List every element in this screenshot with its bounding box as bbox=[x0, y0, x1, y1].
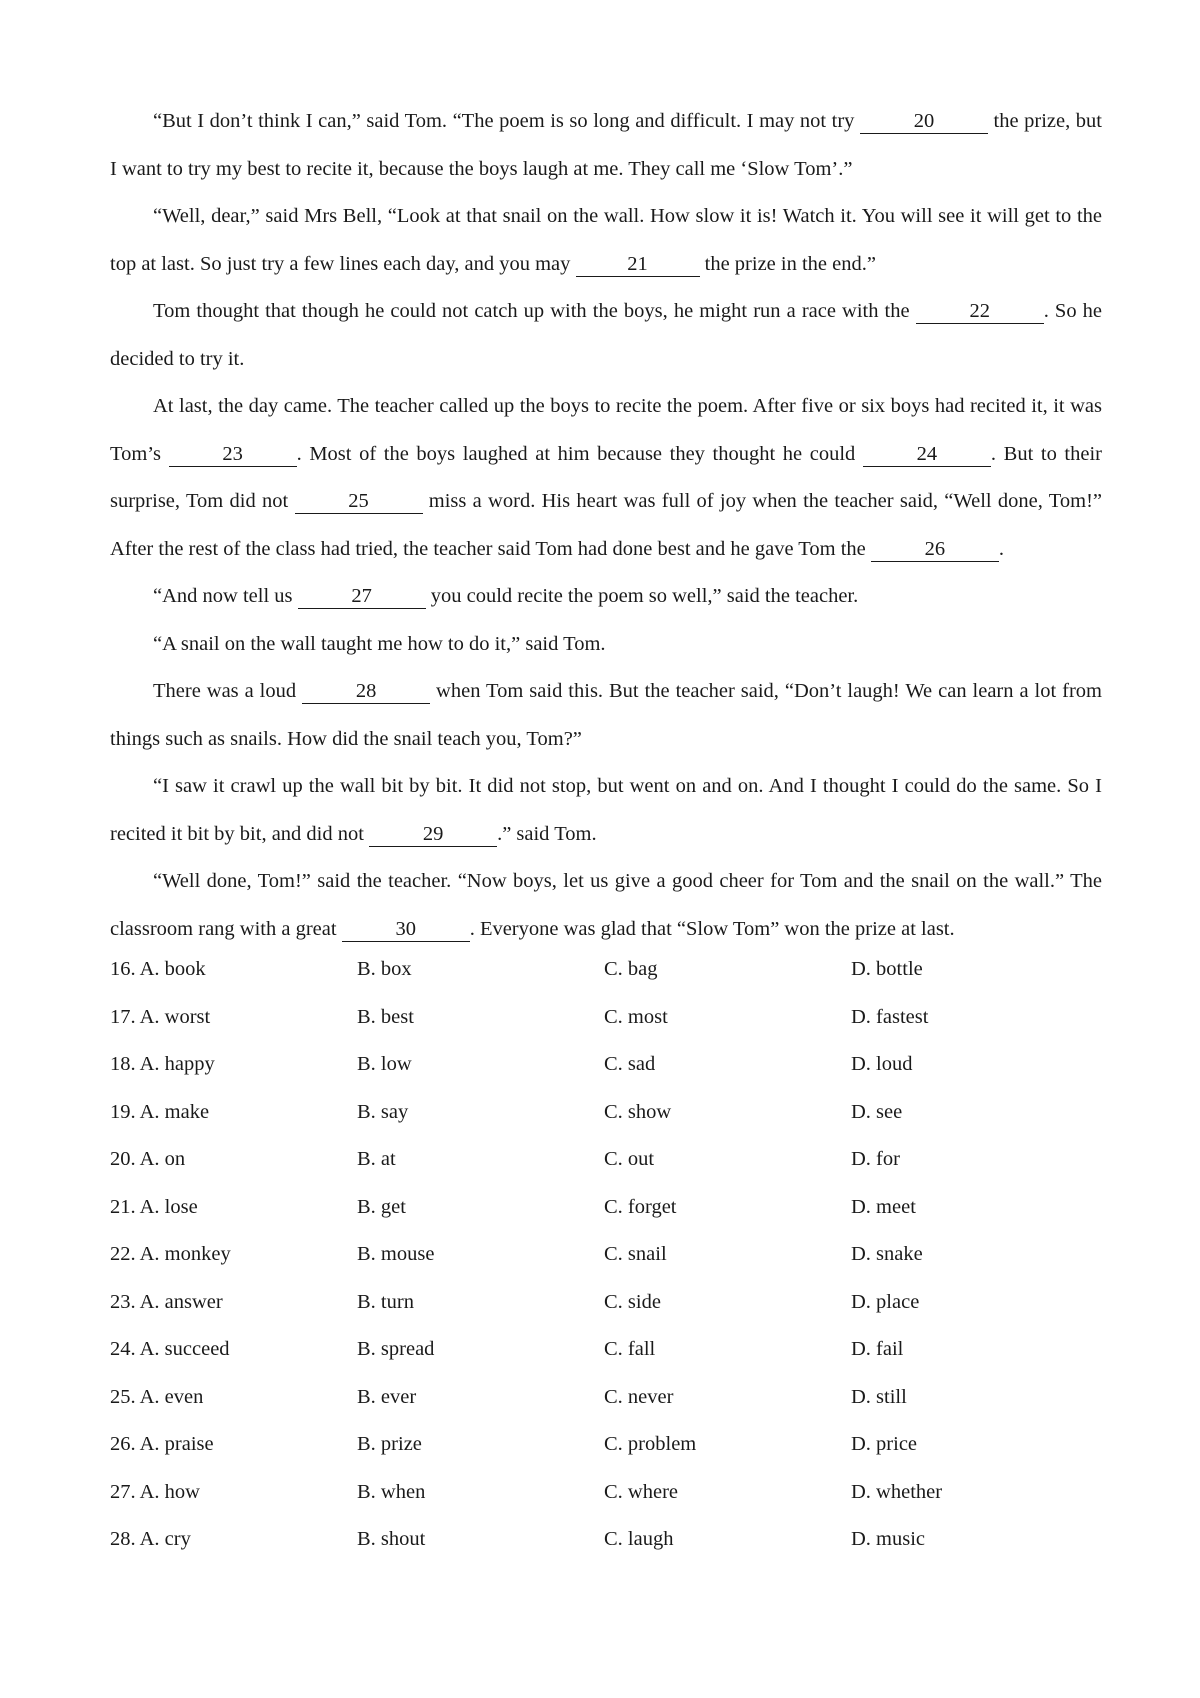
passage-text: “But I don’t think I can,” said Tom. “The poem is so long and difficult. I may not try bbox=[153, 110, 860, 132]
option-d: D. music bbox=[851, 1528, 926, 1550]
option-row bbox=[110, 946, 1102, 994]
passage-text: “Well, dear,” said Mrs Bell, “Look at that snail on the wall. How slow it is! Watch it. You will see it will get to the top at last. So just try a few lines each day, and you may bbox=[110, 205, 1102, 275]
option-c: C. sad bbox=[604, 1053, 656, 1075]
option-b: B. mouse bbox=[357, 1243, 435, 1265]
option-d: D. still bbox=[851, 1385, 907, 1408]
option-b: B. prize bbox=[357, 1433, 422, 1455]
option-c: C. show bbox=[604, 1100, 672, 1123]
option-row bbox=[110, 1089, 1102, 1137]
option-b: B. box bbox=[357, 958, 412, 980]
answer-blank-29: 29 bbox=[369, 822, 497, 847]
option-a: 19. A. make bbox=[110, 1100, 210, 1123]
option-c: C. bag bbox=[604, 958, 658, 980]
answer-blank-26: 26 bbox=[871, 537, 999, 562]
option-c: C. side bbox=[604, 1290, 661, 1313]
option-a: 21. A. lose bbox=[110, 1195, 198, 1218]
option-row bbox=[110, 1136, 1102, 1184]
option-row bbox=[110, 1231, 1102, 1279]
passage-paragraph bbox=[110, 858, 1102, 953]
passage-paragraph bbox=[110, 383, 1102, 573]
option-b: B. spread bbox=[357, 1338, 435, 1360]
passage-text: . So he decided to try it. bbox=[110, 300, 1103, 370]
option-d: D. snake bbox=[851, 1243, 923, 1265]
option-a: 27. A. how bbox=[110, 1480, 200, 1503]
option-a: 18. A. happy bbox=[110, 1053, 215, 1075]
option-d: D. loud bbox=[851, 1053, 913, 1075]
passage-text: “I saw it crawl up the wall bit by bit. It did not stop, but went on and on. And I thought I could do the same. So I recited it bit by bit, and did not bbox=[110, 775, 1102, 845]
option-c: C. most bbox=[604, 1005, 668, 1028]
option-b: B. turn bbox=[357, 1290, 414, 1313]
answer-blank-30: 30 bbox=[342, 917, 470, 942]
option-a: 16. A. book bbox=[110, 958, 206, 980]
option-row bbox=[110, 1469, 1102, 1517]
option-d: D. see bbox=[851, 1100, 903, 1123]
passage-paragraph bbox=[110, 288, 1102, 383]
option-row bbox=[110, 1326, 1102, 1374]
option-row bbox=[110, 994, 1102, 1042]
option-b: B. low bbox=[357, 1053, 412, 1075]
option-c: C. where bbox=[604, 1480, 679, 1503]
answer-blank-22: 22 bbox=[916, 299, 1044, 324]
option-d: D. place bbox=[851, 1290, 920, 1313]
passage-text: . But to their surprise, Tom did not bbox=[110, 442, 1102, 512]
option-a: 28. A. cry bbox=[110, 1528, 191, 1550]
option-b: B. best bbox=[357, 1005, 414, 1028]
answer-blank-27: 27 bbox=[298, 584, 426, 609]
option-a: 26. A. praise bbox=[110, 1433, 214, 1455]
passage-text: the prize, but I want to try my best to recite it, because the boys laugh at me. They call me ‘Slow Tom’.” bbox=[110, 110, 1102, 180]
option-a: 23. A. answer bbox=[110, 1290, 223, 1313]
passage-text: you could recite the poem so well,” said the teacher. bbox=[425, 585, 859, 607]
option-row bbox=[110, 1516, 1102, 1564]
option-b: B. shout bbox=[357, 1528, 426, 1550]
answer-blank-23: 23 bbox=[169, 442, 297, 467]
option-a: 25. A. even bbox=[110, 1385, 204, 1408]
answer-blank-24: 24 bbox=[863, 442, 991, 467]
answer-blank-21: 21 bbox=[576, 252, 700, 277]
passage-text: . Most of the boys laughed at him because they thought he could bbox=[296, 442, 863, 465]
passage-text: . bbox=[998, 537, 1005, 560]
answer-options bbox=[110, 946, 1102, 1564]
passage-paragraph bbox=[110, 193, 1102, 288]
option-b: B. at bbox=[357, 1148, 396, 1170]
option-c: C. never bbox=[604, 1385, 674, 1408]
passage-text: “And now tell us bbox=[153, 585, 298, 607]
option-row bbox=[110, 1184, 1102, 1232]
passage-text: . Everyone was glad that “Slow Tom” won the prize at last. bbox=[469, 917, 955, 940]
option-d: D. for bbox=[851, 1148, 900, 1170]
option-row bbox=[110, 1421, 1102, 1469]
option-row bbox=[110, 1279, 1102, 1327]
option-c: C. out bbox=[604, 1148, 655, 1170]
passage-text: Tom thought that though he could not catch up with the boys, he might run a race with the bbox=[153, 300, 916, 322]
option-d: D. fastest bbox=[851, 1005, 929, 1028]
cloze-passage bbox=[110, 98, 1102, 953]
option-c: C. laugh bbox=[604, 1528, 674, 1550]
option-a: 17. A. worst bbox=[110, 1005, 211, 1028]
option-c: C. forget bbox=[604, 1195, 677, 1218]
passage-text: “Well done, Tom!” said the teacher. “Now boys, let us give a good cheer for Tom and the snail on the wall.” The classroom rang with a great bbox=[110, 870, 1102, 940]
passage-paragraph bbox=[110, 763, 1102, 858]
option-a: 20. A. on bbox=[110, 1148, 186, 1170]
passage-text: At last, the day came. The teacher called up the boys to recite the poem. After five or six boys had recited it, it was Tom’s bbox=[110, 395, 1102, 465]
answer-blank-28: 28 bbox=[302, 679, 430, 704]
option-d: D. price bbox=[851, 1433, 918, 1455]
option-b: B. ever bbox=[357, 1385, 417, 1408]
option-c: C. snail bbox=[604, 1243, 667, 1265]
option-a: 22. A. monkey bbox=[110, 1243, 231, 1265]
option-b: B. get bbox=[357, 1195, 406, 1218]
passage-text: the prize in the end.” bbox=[699, 252, 876, 275]
passage-text: miss a word. His heart was full of joy when the teacher said, “Well done, Tom!” After the rest of the class had tried, the teacher said Tom had done best and he gave Tom the bbox=[110, 490, 1102, 560]
passage-text: “A snail on the wall taught me how to do it,” said Tom. bbox=[153, 632, 606, 655]
option-c: C. fall bbox=[604, 1338, 656, 1360]
option-row bbox=[110, 1041, 1102, 1089]
option-d: D. whether bbox=[851, 1480, 943, 1503]
option-d: D. meet bbox=[851, 1195, 916, 1218]
option-b: B. when bbox=[357, 1480, 426, 1503]
passage-text: There was a loud bbox=[153, 680, 303, 702]
option-a: 24. A. succeed bbox=[110, 1338, 230, 1360]
passage-paragraph bbox=[110, 573, 1102, 621]
passage-text: .” said Tom. bbox=[497, 822, 597, 845]
passage-paragraph bbox=[110, 668, 1102, 763]
passage-paragraph bbox=[110, 98, 1102, 193]
option-d: D. fail bbox=[851, 1338, 904, 1360]
answer-blank-20: 20 bbox=[860, 109, 988, 134]
passage-text: when Tom said this. But the teacher said, “Don’t laugh! We can learn a lot from things such as snails. How did the snail teach you, Tom?” bbox=[110, 680, 1102, 750]
option-d: D. bottle bbox=[851, 958, 923, 980]
passage-paragraph bbox=[110, 621, 1102, 669]
option-c: C. problem bbox=[604, 1433, 697, 1455]
option-row bbox=[110, 1374, 1102, 1422]
option-b: B. say bbox=[357, 1100, 409, 1123]
answer-blank-25: 25 bbox=[295, 489, 423, 514]
